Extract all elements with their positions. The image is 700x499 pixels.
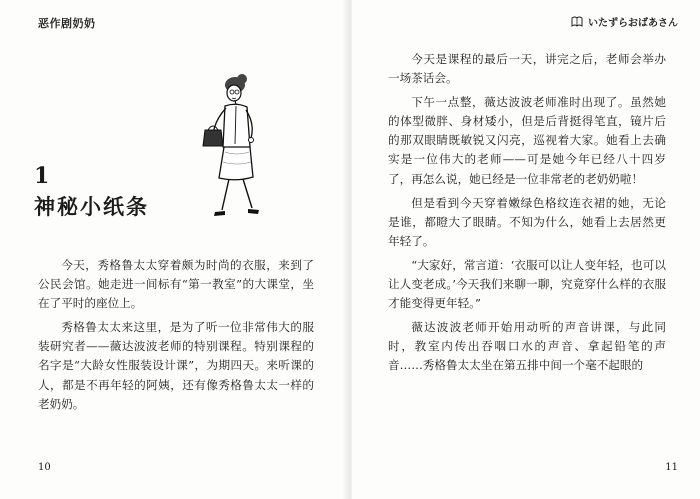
paragraph: 秀格鲁太太来这里，是为了听一位非常伟大的服装研究者——薇达波波老师的特别课程。特别课程的名字是“大龄女性服装设计课”，为期四天。来听课的人，都是不再年轻的阿姨，还有像秀格鲁太太一样的老奶奶。: [38, 320, 314, 411]
chapter-number: 1: [34, 163, 50, 189]
paragraph: 今天，秀格鲁太太穿着颇为时尚的衣服，来到了公民会馆。她走进一间标有“第一教室”的大课堂，坐在了平时的座位上。: [38, 258, 314, 311]
paragraph: 薇达波波老师开始用动听的声音讲课，与此同时，教室内传出吞咽口水的声音、拿起铅笔的声音……秀格鲁太太坐在第五排中间一个毫不起眼的: [388, 320, 666, 373]
page-number-right: 11: [665, 462, 678, 473]
paragraph: “大家好，常言道：‘衣服可以让人变年轻，也可以让人变老成。’今天我们来聊一聊，究竟穿什么样的衣服才能变得更年轻。”: [388, 257, 666, 311]
page-number-left: 10: [38, 462, 51, 473]
running-head-right-text: いたずらおばあさん: [588, 18, 678, 29]
paragraph: 下午一点整，薇达波波老师准时出现了。虽然她的体型微胖、身材矮小，但是后背挺得笔直，镜片后的那双眼睛既敏锐又闪亮，巡视着大家。她看上去确实是一位伟大的老师——可是她今年已经八十四岁了，再怎么说，她已经是一位非常老的老奶奶啦！: [388, 95, 666, 186]
book-icon: [570, 15, 584, 29]
right-page: [352, 0, 700, 499]
paragraph: 但是看到今天穿着嫩绿色格纹连衣裙的她，无论是谁，都瞪大了眼睛。不知为什么，她看上去居然更年轻了。: [388, 195, 666, 248]
right-body-text: [388, 50, 666, 381]
paragraph: 今天是课程的最后一天，讲完之后，老师会举办一场茶话会。: [388, 52, 666, 86]
left-body-text: [38, 256, 314, 419]
running-head-left: 恶作剧奶奶: [38, 17, 96, 30]
old-woman-walking-illustration: [195, 72, 275, 222]
running-head-right: [570, 14, 678, 29]
left-page: [0, 0, 348, 499]
chapter-title: 神秘小纸条: [34, 195, 149, 219]
